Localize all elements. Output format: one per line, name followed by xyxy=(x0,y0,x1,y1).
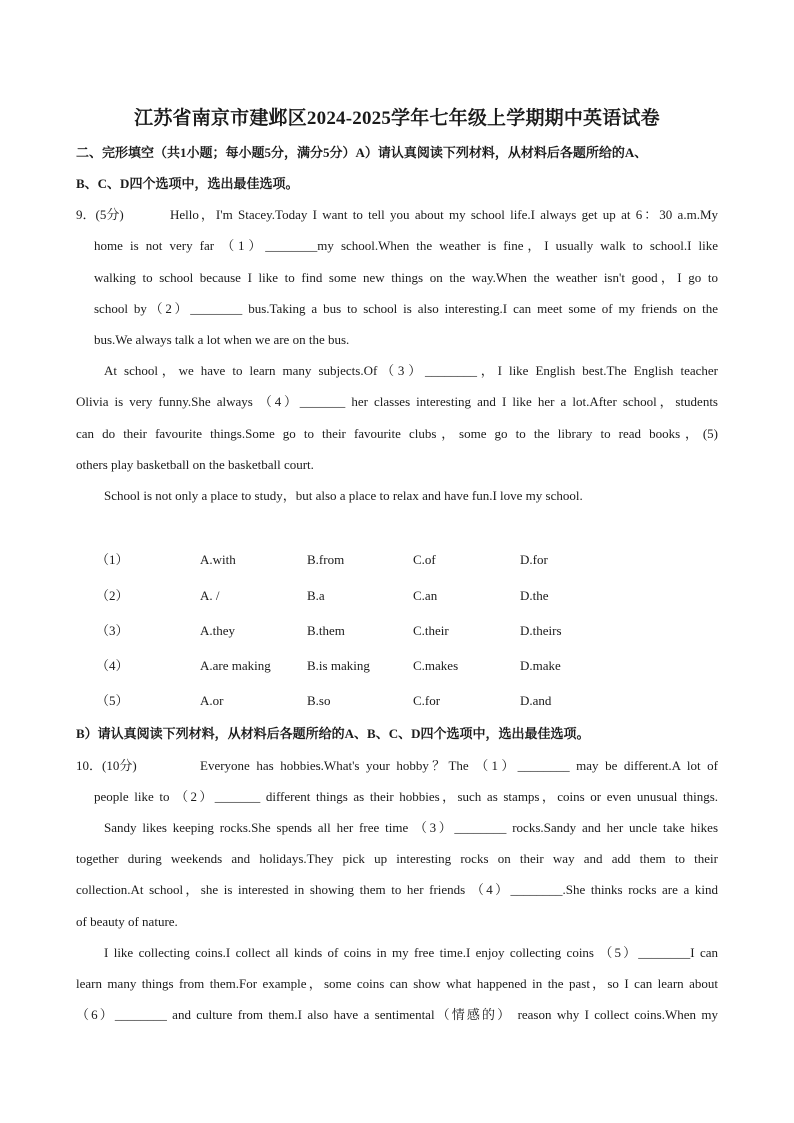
option-a[interactable]: A.or xyxy=(200,693,224,708)
option-d[interactable]: D.make xyxy=(520,658,561,673)
q9-passage-line: home is not very far （1）________my school.When the weather is fine，I usually walk to school.I like xyxy=(94,238,718,253)
option-b[interactable]: B.is making xyxy=(307,658,370,673)
option-number: （1） xyxy=(96,552,129,567)
q10-passage-line: I like collecting coins.I collect all kinds of coins in my free time.I enjoy collecting coins （5）________I can xyxy=(104,945,718,960)
partb-heading: B）请认真阅读下列材料，从材料后各题所给的A、B、C、D四个选项中，选出最佳选项。 xyxy=(76,726,590,741)
option-a[interactable]: A.are making xyxy=(200,658,271,673)
option-b[interactable]: B.them xyxy=(307,623,345,638)
option-number: （4） xyxy=(96,658,129,673)
section-heading-line2: B、C、D四个选项中，选出最佳选项。 xyxy=(76,176,299,191)
option-b[interactable]: B.from xyxy=(307,552,345,567)
q9-passage-line: bus.We always talk a lot when we are on the bus. xyxy=(94,332,350,347)
option-d[interactable]: D.and xyxy=(520,693,552,708)
q10-passage-line: （6）________ and culture from them.I also have a sentimental（情感的） reason why I collect coins.When my xyxy=(76,1007,718,1022)
q9-passage-line: Hello，I'm Stacey.Today I want to tell you about my school life.I always get up at 6：30 a.m.My xyxy=(170,207,718,222)
q10-passage-line: of beauty of nature. xyxy=(76,914,178,929)
q9-passage-line: can do their favourite things.Some go to their favourite clubs，some go to the library to read books，(5) xyxy=(76,426,718,441)
option-d[interactable]: D.theirs xyxy=(520,623,562,638)
option-number: （2） xyxy=(96,588,129,603)
option-b[interactable]: B.a xyxy=(307,588,325,603)
q10-passage-line: Sandy likes keeping rocks.She spends all her free time （3）________ rocks.Sandy and her uncle take hikes xyxy=(104,820,718,835)
option-a[interactable]: A.with xyxy=(200,552,236,567)
q10-passage-line: people like to （2）_______ different things as their hobbies，such as stamps，coins or even unusual things. xyxy=(94,789,718,804)
option-b[interactable]: B.so xyxy=(307,693,331,708)
q10-label: 10．(10分) xyxy=(76,758,137,773)
option-a[interactable]: A. / xyxy=(200,588,220,603)
section-heading-line1: 二、完形填空（共1小题；每小题5分，满分5分）A）请认真阅读下列材料，从材料后各题所给的A、 xyxy=(76,145,648,160)
q10-passage-line: collection.At school，she is interested in showing them to her friends （4）________.She thinks rocks are a kind xyxy=(76,882,718,897)
q9-label: 9．(5分) xyxy=(76,207,124,222)
q10-passage-line: Everyone has hobbies.What's your hobby？The （1）________ may be different.A lot of xyxy=(200,758,718,773)
option-c[interactable]: C.an xyxy=(413,588,438,603)
q9-passage-line: school by（2）________ bus.Taking a bus to school is also interesting.I can meet some of my friends on the xyxy=(94,301,718,316)
option-number: （3） xyxy=(96,623,129,638)
option-c[interactable]: C.their xyxy=(413,623,449,638)
q9-passage-line: School is not only a place to study，but also a place to relax and have fun.I love my school. xyxy=(104,488,583,503)
option-d[interactable]: D.the xyxy=(520,588,549,603)
option-c[interactable]: C.for xyxy=(413,693,441,708)
option-a[interactable]: A.they xyxy=(200,623,236,638)
option-d[interactable]: D.for xyxy=(520,552,548,567)
option-c[interactable]: C.of xyxy=(413,552,436,567)
q9-passage-line: Olivia is very funny.She always （4）_______ her classes interesting and I like her a lot.After school，students xyxy=(76,394,718,409)
option-c[interactable]: C.makes xyxy=(413,658,459,673)
q10-passage-line: learn many things from them.For example，some coins can show what happened in the past，so I can learn about xyxy=(76,976,718,991)
q9-passage-line: others play basketball on the basketball court. xyxy=(76,457,314,472)
option-number: （5） xyxy=(96,693,129,708)
q9-passage-line: At school，we have to learn many subjects.Of（3）________，I like English best.The English teacher xyxy=(104,363,718,378)
q9-passage-line: walking to school because I like to find some new things on the way.When the weather isn't good，I go to xyxy=(94,270,718,285)
q10-passage-line: together during weekends and holidays.They pick up interesting rocks on their way and add them to their xyxy=(76,851,718,866)
page-title: 江苏省南京市建邺区2024-2025学年七年级上学期期中英语试卷 xyxy=(134,108,660,129)
